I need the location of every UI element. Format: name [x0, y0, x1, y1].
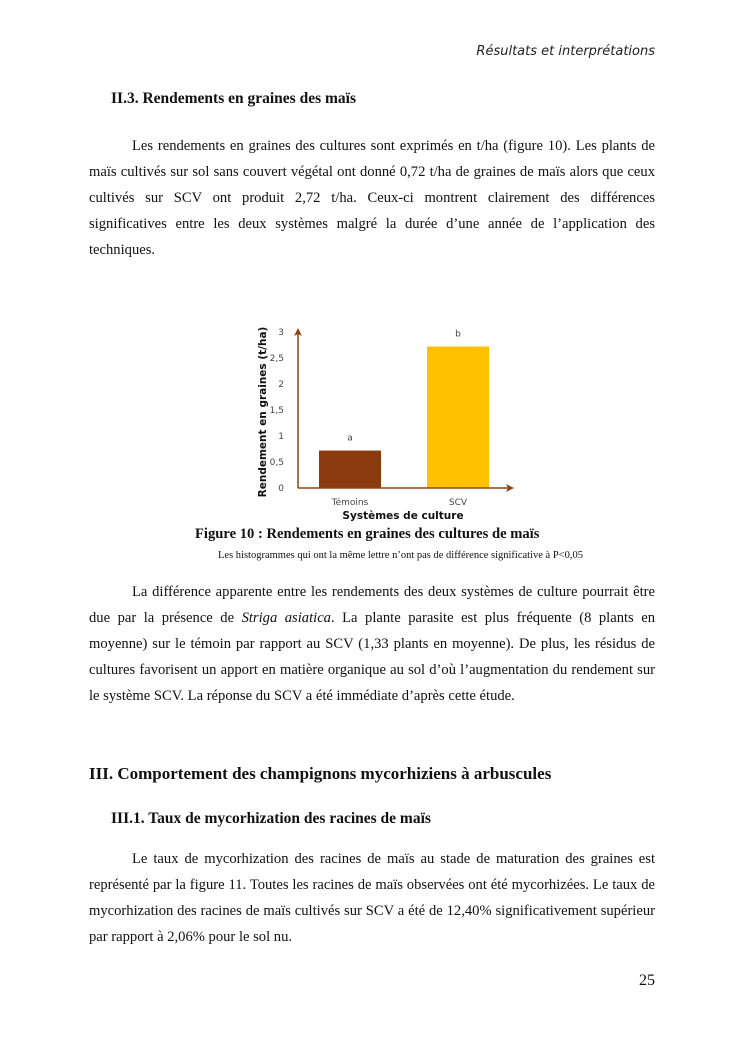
bar	[427, 347, 489, 488]
y-tick-label: 2	[278, 380, 284, 390]
section-heading-2-3: II.3. Rendements en graines des maïs	[111, 90, 356, 107]
section-heading-3: III. Comportement des champignons mycorhiziens à arbuscules	[89, 764, 552, 783]
figure-caption: Figure 10 : Rendements en graines des cultures de maïs	[195, 526, 540, 542]
y-tick-label: 1	[278, 432, 284, 442]
page-number: 25	[639, 972, 655, 989]
x-axis-title: Systèmes de culture	[342, 510, 464, 522]
x-tick-label: SCV	[448, 498, 468, 508]
yield-bar-chart	[240, 318, 540, 528]
bar-significance-label: b	[455, 329, 461, 340]
bar-significance-label: a	[347, 433, 353, 444]
y-tick-label: 0	[278, 484, 284, 494]
x-tick-label: Témoins	[331, 498, 369, 508]
bars	[319, 330, 489, 488]
paragraph-text: Le taux de mycorhization des racines de maïs au stade de maturation des graines est représenté par la figure 11. Toutes les racines de maïs observées ont été mycorhizées. Le taux de mycorhization des racines de maïs cultivés sur SCV a été de 12,40% significativement supérieur par rapport à 2,06% pour le sol nu.	[89, 851, 655, 945]
y-tick-label: 1,5	[269, 406, 284, 416]
paragraph-text: Les rendements en graines des cultures sont exprimés en t/ha (figure 10). Les plants de maïs cultivés sur sol sans couvert végétal ont donné 0,72 t/ha de graines de maïs alors que ceux cultivés sur SCV ont produit 2,72 t/ha. Ceux-ci montrent clairement des différences significatives entre les deux systèmes malgré la durée d’une année de l’application des techniques.	[89, 138, 655, 258]
y-tick-label: 0,5	[269, 458, 284, 468]
paragraph-mycorrhization	[89, 846, 655, 950]
y-tick-label: 3	[278, 328, 284, 338]
paragraph-yield-discussion	[89, 579, 655, 709]
species-name: Striga asiatica	[241, 610, 331, 626]
paragraph-text: . La plante parasite est plus fréquente (8 plants en moyenne) sur le témoin par rapport au SCV (1,33 plants en moyenne). De plus, les résidus de cultures favorisent un apport en matière organique au sol d’où l’augmentation du rendement sur le système SCV. La réponse du SCV a été immédiate d’après cette étude.	[89, 610, 656, 704]
y-tick-label: 2,5	[269, 354, 284, 364]
paragraph-yield-intro	[89, 133, 655, 263]
running-header: Résultats et interprétations	[476, 44, 655, 59]
y-axis-ticks	[270, 328, 285, 494]
section-heading-3-1: III.1. Taux de mycorhization des racines de maïs	[111, 810, 431, 827]
x-axis-tick-labels	[331, 497, 468, 508]
figure-note: Les histogrammes qui ont la même lettre n’ont pas de différence significative à P<0,05	[218, 550, 583, 561]
y-axis-title: Rendement en graines (t/ha)	[257, 326, 269, 498]
bar	[319, 451, 381, 488]
paragraph-text: La différence apparente entre les rendements des deux systèmes de culture pourrait être due par la présence de	[89, 584, 655, 626]
